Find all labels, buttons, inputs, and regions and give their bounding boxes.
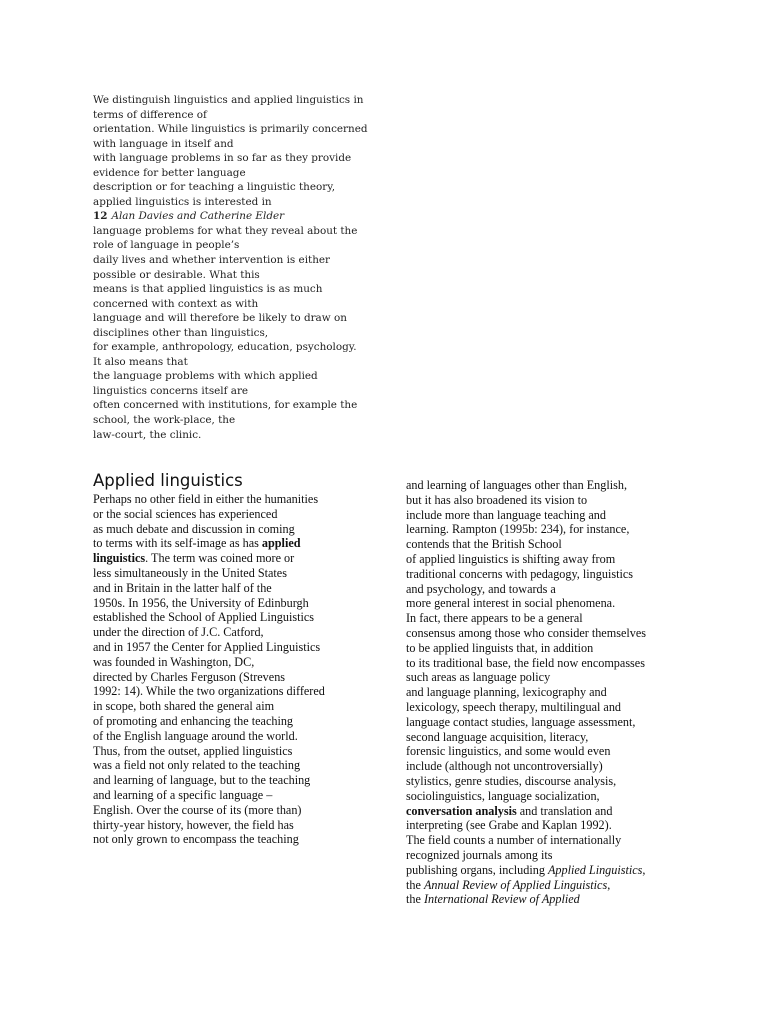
body-line: directed by Charles Ferguson (Strevens: [93, 669, 286, 684]
body-line: and in Britain in the latter half of the: [93, 580, 272, 595]
body-line: [406, 804, 696, 819]
intro-line: applied linguistics is interested in: [93, 195, 272, 208]
body-line: interpreting (see Grabe and Kaplan 1992).: [406, 818, 612, 833]
body-line: but it has also broadened its vision to: [406, 492, 588, 507]
intro-paragraph: [93, 93, 383, 442]
body-line: more general interest in social phenomena.: [406, 596, 616, 611]
body-line: [93, 536, 383, 551]
intro-line: role of language in people’s: [93, 239, 240, 252]
body-line: include more than language teaching and: [406, 507, 606, 522]
bold-term: conversation analysis: [406, 803, 517, 818]
body-line: of applied linguistics is shifting away from: [406, 551, 616, 566]
text-run: ,: [642, 862, 646, 877]
intro-line: for example, anthropology, education, psychology.: [93, 341, 357, 354]
intro-line: evidence for better language: [93, 166, 246, 179]
body-line: not only grown to encompass the teaching: [93, 832, 299, 847]
body-line: In fact, there appears to be a general: [406, 611, 583, 626]
body-line: and learning of language, but to the teaching: [93, 773, 311, 788]
text-run: publishing organs, including: [406, 862, 548, 877]
body-line: and learning of languages other than English,: [406, 478, 628, 492]
body-line: 1950s. In 1956, the University of Edinburgh: [93, 595, 309, 610]
body-line: and learning of a specific language –: [93, 787, 273, 802]
body-line: Perhaps no other field in either the humanities: [93, 492, 319, 506]
intro-line: description or for teaching a linguistic theory,: [93, 181, 336, 194]
section-heading: Applied linguistics: [93, 471, 243, 490]
text-run: and translation and: [516, 803, 613, 818]
body-line: 1992: 14). While the two organizations differed: [93, 684, 325, 699]
body-line: and in 1957 the Center for Applied Linguistics: [93, 639, 321, 654]
intro-line: language problems for what they reveal about the: [93, 224, 358, 237]
body-line: learning. Rampton (1995b: 234), for instance,: [406, 522, 630, 537]
intro-line: linguistics concerns itself are: [93, 384, 249, 397]
intro-line: school, the work-place, the: [93, 414, 236, 427]
intro-line: possible or desirable. What this: [93, 268, 260, 281]
intro-line: We distinguish linguistics and applied linguistics in: [93, 94, 364, 106]
body-line: established the School of Applied Linguistics: [93, 610, 315, 625]
body-line: to its traditional base, the field now encompasses: [406, 655, 645, 670]
intro-line: It also means that: [93, 355, 188, 368]
body-line: as much debate and discussion in coming: [93, 521, 295, 536]
intro-line: orientation. While linguistics is primarily concerned: [93, 123, 368, 136]
body-line: under the direction of J.C. Catford,: [93, 625, 264, 640]
text-run: the: [406, 892, 424, 907]
intro-line: with language problems in so far as they provide: [93, 152, 352, 165]
body-line: such areas as language policy: [406, 670, 551, 685]
body-line: [406, 863, 696, 878]
intro-line: the language problems with which applied: [93, 370, 318, 383]
journal-title: International Review of Applied: [423, 892, 580, 907]
body-line: to be applied linguists that, in addition: [406, 640, 594, 655]
body-line: language contact studies, language assessment,: [406, 714, 636, 729]
running-head: [93, 209, 383, 224]
text-run: . The term was coined more or: [145, 551, 295, 566]
intro-line: language and will therefore be likely to draw on: [93, 312, 347, 325]
text-run: to terms with its self-image as has: [93, 536, 262, 551]
intro-line: with language in itself and: [93, 137, 234, 150]
body-line: or the social sciences has experienced: [93, 506, 278, 521]
body-line: lexicology, speech therapy, multilingual and: [406, 699, 622, 714]
body-line: traditional concerns with pedagogy, linguistics: [406, 566, 633, 581]
intro-line: disciplines other than linguistics,: [93, 326, 269, 339]
body-line: and language planning, lexicography and: [406, 685, 607, 700]
body-line: include (although not uncontroversially): [406, 759, 603, 774]
journal-title: Annual Review of Applied Linguistics: [423, 877, 608, 892]
right-column: [406, 478, 696, 907]
bold-term: linguistics: [93, 551, 146, 566]
body-line: sociolinguistics, language socialization,: [406, 788, 600, 803]
left-column: [93, 492, 383, 847]
body-line: thirty-year history, however, the field has: [93, 817, 294, 832]
body-line: consensus among those who consider themselves: [406, 625, 646, 640]
intro-line: terms of difference of: [93, 108, 207, 121]
intro-line: law-court, the clinic.: [93, 428, 202, 441]
text-run: ,: [607, 877, 611, 892]
text-run: the: [406, 877, 424, 892]
body-line: [406, 892, 696, 907]
body-line: of promoting and enhancing the teaching: [93, 713, 294, 728]
intro-line: means is that applied linguistics is as much: [93, 283, 323, 296]
running-head-authors: Alan Davies and Catherine Elder: [111, 210, 285, 223]
body-line: forensic linguistics, and some would even: [406, 744, 611, 759]
bold-term: applied: [261, 536, 301, 551]
body-line: was a field not only related to the teaching: [93, 758, 301, 773]
journal-title: Applied Linguistics: [547, 862, 643, 877]
body-line: in scope, both shared the general aim: [93, 699, 275, 714]
body-line: The field counts a number of internationally: [406, 833, 622, 848]
intro-line: often concerned with institutions, for example the: [93, 399, 358, 412]
body-line: second language acquisition, literacy,: [406, 729, 589, 744]
body-line: of the English language around the world.: [93, 728, 298, 743]
body-line: [93, 551, 383, 566]
page-number: 12: [93, 210, 108, 223]
body-line: stylistics, genre studies, discourse analysis,: [406, 773, 617, 788]
body-line: Thus, from the outset, applied linguistics: [93, 743, 293, 758]
body-line: English. Over the course of its (more than): [93, 802, 302, 817]
body-line: contends that the British School: [406, 537, 562, 552]
intro-line: daily lives and whether intervention is either: [93, 254, 331, 267]
body-line: recognized journals among its: [406, 847, 553, 862]
body-line: was founded in Washington, DC,: [93, 654, 255, 669]
body-line: [406, 878, 696, 893]
intro-line: concerned with context as with: [93, 297, 259, 310]
body-line: less simultaneously in the United States: [93, 565, 287, 580]
body-line: and psychology, and towards a: [406, 581, 556, 596]
